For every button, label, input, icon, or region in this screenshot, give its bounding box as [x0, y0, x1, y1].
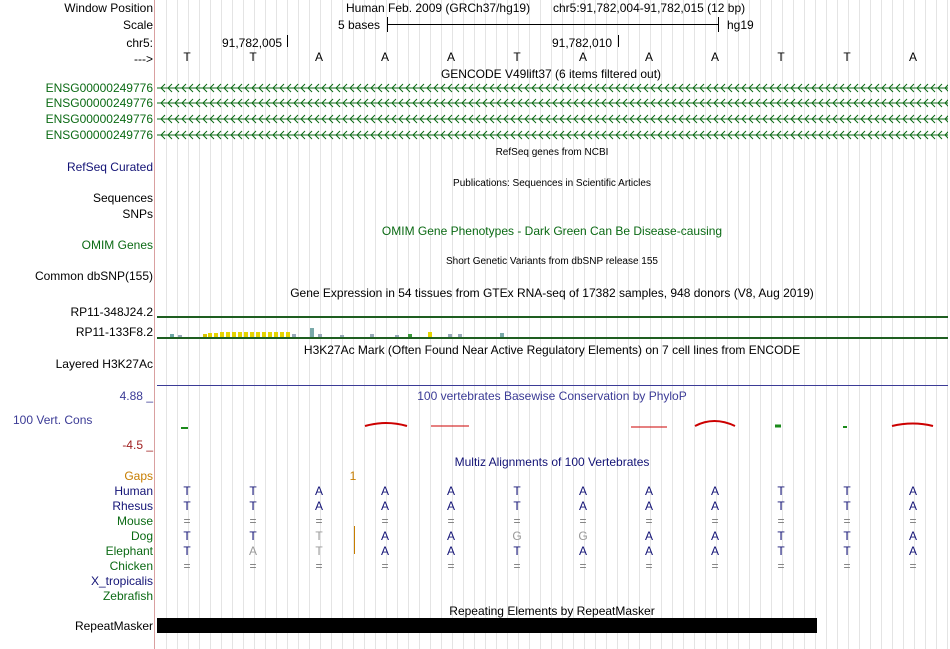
phylop-wiggle	[157, 416, 948, 436]
omim-title: OMIM Gene Phenotypes - Dark Green Can Be Disease-causing	[381, 224, 723, 238]
alignment-base: =	[447, 559, 455, 573]
alignment-base: T	[183, 484, 191, 498]
sequences-label[interactable]: Sequences	[92, 191, 153, 205]
alignment-base: A	[710, 544, 720, 558]
label-column-divider	[154, 0, 155, 649]
alignment-base: T	[777, 529, 785, 543]
alignment-base: T	[183, 544, 191, 558]
alignment-base: A	[314, 499, 324, 513]
gtex-bar	[395, 335, 399, 337]
gtex-bar	[370, 334, 374, 337]
refseq-label[interactable]: RefSeq Curated	[66, 160, 153, 174]
gtex-bar	[408, 334, 412, 337]
alignment-base: A	[578, 484, 588, 498]
alignment-base: =	[645, 514, 653, 528]
ruler-base: T	[843, 50, 851, 64]
coord-left: 91,782,005	[222, 36, 283, 50]
alignment-base: A	[578, 544, 588, 558]
gtex-bar	[500, 333, 504, 337]
position-text[interactable]: chr5:91,782,004-91,782,015 (12 bp)	[553, 1, 746, 15]
gtex-gene-1-track[interactable]	[157, 316, 948, 318]
alignment-base: =	[513, 559, 521, 573]
alignment-base: =	[447, 514, 455, 528]
alignment-base: =	[249, 559, 257, 573]
gtex-bar	[238, 332, 242, 337]
phylop-peak	[892, 424, 933, 427]
phylop-peak	[365, 423, 407, 426]
phylop-title: 100 vertebrates Basewise Conservation by PhyloP	[417, 389, 687, 403]
gencode-gene-label[interactable]: ENSG00000249776	[45, 128, 153, 142]
alignment-base: A	[710, 499, 720, 513]
alignment-base: T	[777, 499, 785, 513]
repeatmasker-title: Repeating Elements by RepeatMasker	[449, 604, 655, 618]
phylop-min-label: -4.5 _	[122, 438, 153, 452]
coord-right: 91,782,010	[552, 36, 613, 50]
coord-left-tick	[287, 35, 288, 47]
gtex-bar	[214, 333, 218, 337]
alignment-base: G	[578, 529, 588, 543]
gtex-bar	[292, 334, 296, 337]
gtex-bar	[448, 334, 452, 337]
gtex-bar	[208, 333, 212, 337]
species-label[interactable]: Mouse	[116, 514, 153, 528]
gtex-bar	[170, 334, 174, 337]
gtex-bar	[244, 332, 248, 337]
alignment-base: =	[843, 559, 851, 573]
alignment-base: A	[248, 544, 258, 558]
alignment-base: =	[645, 559, 653, 573]
gencode-gene-label[interactable]: ENSG00000249776	[45, 112, 153, 126]
alignment-base: =	[711, 559, 719, 573]
ruler-base: T	[777, 50, 785, 64]
gtex-bar	[226, 332, 230, 337]
gtex-bar	[256, 332, 260, 337]
gtex-bar	[274, 332, 278, 337]
alignment-base: A	[908, 529, 918, 543]
alignment-base: A	[446, 484, 456, 498]
species-label[interactable]: Zebrafish	[102, 589, 153, 603]
snps-label[interactable]: SNPs	[122, 207, 153, 221]
alignment-base: A	[446, 529, 456, 543]
gtex-bar	[286, 332, 290, 337]
gencode-gene-track[interactable]	[157, 114, 948, 124]
alignment-base: =	[513, 514, 521, 528]
multiz-title: Multiz Alignments of 100 Vertebrates	[454, 455, 650, 469]
publications-title: Publications: Sequences in Scientific Articles	[453, 178, 651, 189]
ruler-base: A	[380, 50, 390, 64]
alignment-base: =	[843, 514, 851, 528]
window-position-label: Window Position	[64, 1, 153, 15]
ruler-base: T	[513, 50, 521, 64]
scale-label: Scale	[122, 18, 153, 32]
gaps-count: 1	[349, 469, 357, 483]
alignment-base: T	[843, 484, 851, 498]
ruler-base: A	[446, 50, 456, 64]
phylop-peak	[695, 421, 735, 426]
gencode-gene-track[interactable]	[157, 98, 948, 108]
gtex-bar	[268, 332, 272, 337]
omim-label[interactable]: OMIM Genes	[81, 238, 153, 252]
gtex-bar	[220, 332, 224, 337]
alignment-base: G	[512, 529, 522, 543]
gtex-gene-2-track[interactable]	[157, 337, 948, 339]
alignment-base: =	[579, 514, 587, 528]
alignment-base: =	[315, 514, 323, 528]
alignment-base: T	[843, 529, 851, 543]
species-label[interactable]: X_tropicalis	[90, 574, 153, 588]
gtex-bar	[458, 334, 462, 337]
repeatmasker-element[interactable]	[157, 618, 817, 633]
alignment-base: =	[183, 559, 191, 573]
gtex-bar	[340, 335, 344, 337]
gencode-title: GENCODE V49lift37 (6 items filtered out)	[440, 67, 662, 81]
alignment-base: A	[908, 499, 918, 513]
gtex-bar	[428, 332, 432, 337]
gtex-bar	[232, 332, 236, 337]
alignment-base: =	[909, 559, 917, 573]
strand-label: --->	[134, 52, 153, 66]
alignment-base: A	[380, 529, 390, 543]
alignment-base: A	[710, 484, 720, 498]
ruler-base: A	[710, 50, 720, 64]
alignment-base: =	[315, 559, 323, 573]
alignment-base: A	[644, 529, 654, 543]
gtex-bar	[250, 332, 254, 337]
gtex-bar	[203, 334, 207, 337]
scale-bar-text: 5 bases	[338, 18, 381, 32]
refseq-title: RefSeq genes from NCBI	[495, 147, 609, 158]
alignment-base: T	[249, 499, 257, 513]
gtex-gene-2-label[interactable]: RP11-133F8.2	[75, 325, 153, 339]
alignment-base: =	[579, 559, 587, 573]
alignment-base: A	[908, 484, 918, 498]
coord-right-tick	[618, 35, 619, 47]
alignment-base: A	[578, 499, 588, 513]
h3k27ac-label[interactable]: Layered H3K27Ac	[55, 357, 153, 371]
phylop-max-label: 4.88 _	[119, 389, 153, 403]
alignment-base: T	[183, 499, 191, 513]
repeatmasker-label[interactable]: RepeatMasker	[74, 619, 153, 633]
gencode-gene-track[interactable]	[157, 83, 948, 93]
gencode-gene-track[interactable]	[157, 130, 948, 140]
gtex-bar	[318, 334, 322, 337]
alignment-base: T	[777, 544, 785, 558]
scale-db-text: hg19	[727, 18, 754, 32]
gtex-bar	[178, 335, 182, 337]
species-label[interactable]: Dog	[130, 529, 153, 543]
alignment-base: A	[908, 544, 918, 558]
alignment-base: T	[315, 529, 323, 543]
alignment-base: T	[843, 544, 851, 558]
alignment-base: A	[380, 484, 390, 498]
alignment-base: T	[513, 484, 521, 498]
ruler-base: T	[249, 50, 257, 64]
ruler-base: A	[578, 50, 588, 64]
species-label[interactable]: Human	[114, 484, 153, 498]
dbsnp-label[interactable]: Common dbSNP(155)	[34, 269, 153, 283]
alignment-base: A	[644, 499, 654, 513]
alignment-base: A	[380, 544, 390, 558]
alignment-base: =	[777, 559, 785, 573]
alignment-base: A	[446, 499, 456, 513]
alignment-base: =	[777, 514, 785, 528]
gtex-title: Gene Expression in 54 tissues from GTEx RNA-seq of 17382 samples, 948 donors (V8, Aug 2019)	[290, 286, 814, 300]
scale-bar-tick-right	[718, 17, 719, 32]
dog-insertion-mark	[354, 526, 355, 554]
species-label[interactable]: Chicken	[109, 559, 153, 573]
gencode-gene-label[interactable]: ENSG00000249776	[45, 81, 153, 95]
h3k27ac-title: H3K27Ac Mark (Often Found Near Active Regulatory Elements) on 7 cell lines from ENCODE	[303, 343, 801, 357]
alignment-base: A	[644, 544, 654, 558]
species-label[interactable]: Elephant	[105, 544, 153, 558]
alignment-base: T	[513, 499, 521, 513]
chrom-label: chr5:	[126, 36, 153, 50]
scale-bar-tick-left	[387, 17, 388, 32]
alignment-base: =	[381, 559, 389, 573]
gtex-bar	[280, 332, 284, 337]
alignment-base: T	[249, 484, 257, 498]
alignment-base: T	[513, 544, 521, 558]
alignment-base: T	[777, 484, 785, 498]
gaps-label[interactable]: Gaps	[124, 469, 153, 483]
scale-bar	[387, 24, 718, 25]
assembly-text: Human Feb. 2009 (GRCh37/hg19)	[346, 1, 531, 15]
alignment-base: A	[314, 484, 324, 498]
gtex-gene-1-label[interactable]: RP11-348J24.2	[70, 305, 153, 319]
gtex-bar	[262, 332, 266, 337]
alignment-base: T	[843, 499, 851, 513]
alignment-base: A	[710, 529, 720, 543]
alignment-base: =	[909, 514, 917, 528]
alignment-base: T	[315, 544, 323, 558]
alignment-base: A	[644, 484, 654, 498]
phylop-label[interactable]: 100 Vert. Cons	[13, 413, 93, 427]
alignment-base: =	[183, 514, 191, 528]
alignment-base: =	[249, 514, 257, 528]
ruler-base: T	[183, 50, 191, 64]
gencode-gene-label[interactable]: ENSG00000249776	[45, 96, 153, 110]
alignment-base: A	[446, 544, 456, 558]
alignment-base: =	[711, 514, 719, 528]
ruler-base: A	[314, 50, 324, 64]
ruler-base: A	[644, 50, 654, 64]
dbsnp-title: Short Genetic Variants from dbSNP release 155	[446, 256, 658, 267]
alignment-base: A	[380, 499, 390, 513]
alignment-base: =	[381, 514, 389, 528]
gtex-bar	[310, 328, 314, 337]
phylop-top-axis	[157, 385, 948, 386]
ruler-base: A	[908, 50, 918, 64]
species-label[interactable]: Rhesus	[112, 499, 153, 513]
alignment-base: T	[249, 529, 257, 543]
alignment-base: T	[183, 529, 191, 543]
